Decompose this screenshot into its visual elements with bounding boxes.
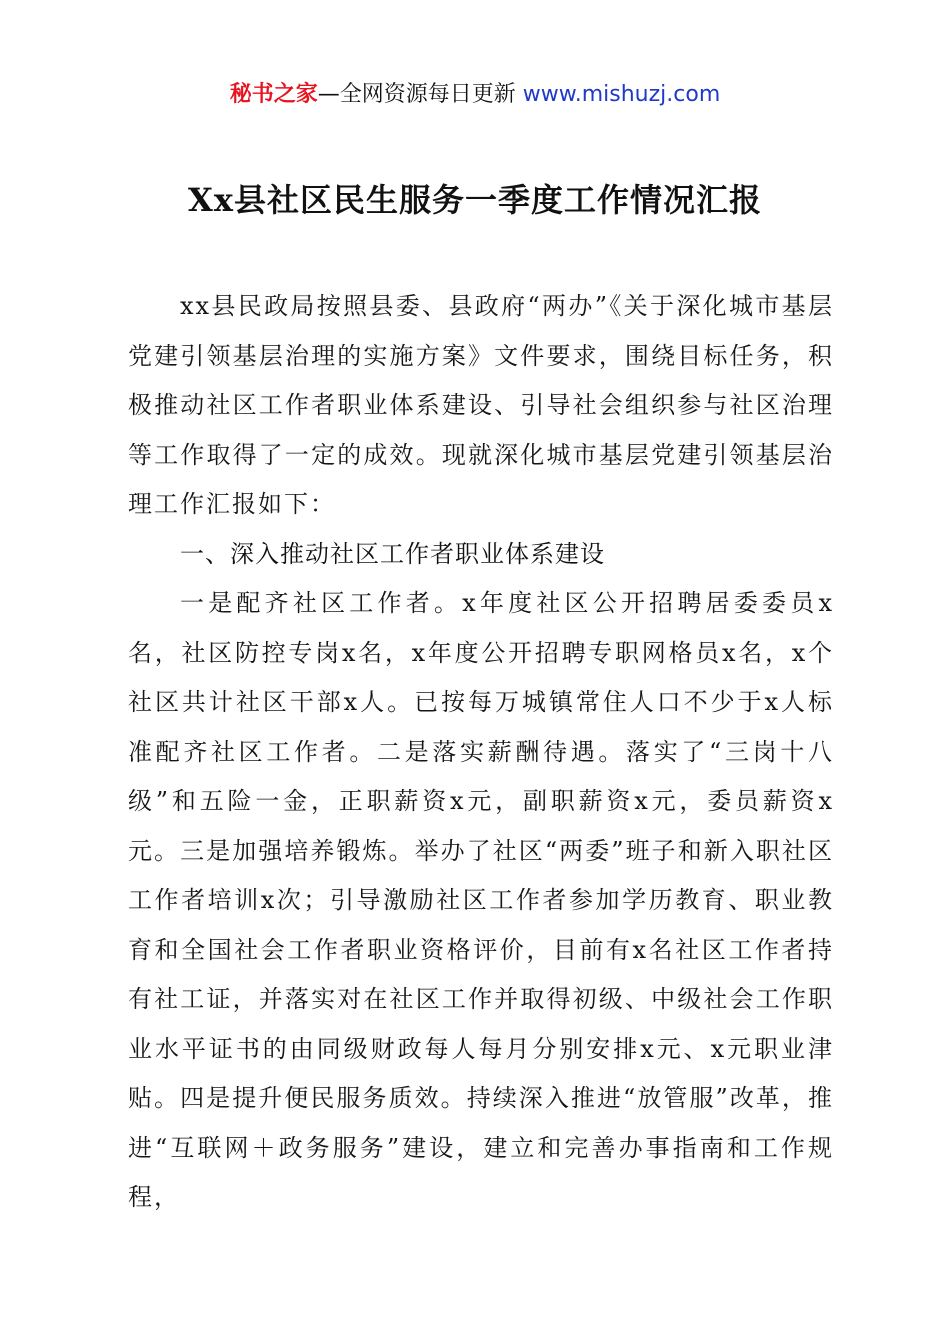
intro-paragraph: xx县民政局按照县委、县政府“两办”《关于深化城市基层党建引领基层治理的实施方案》文件要求，围绕目标任务，积极推动社区工作者职业体系建设、引导社会组织参与社区治理等工作取得了一定的成效。现就深化城市基层党建引领基层治理工作汇报如下： [128,292,834,518]
document-title: Xx县社区民生服务一季度工作情况汇报 [188,181,762,219]
site-url-link[interactable]: www.mishuzj.com [522,82,721,107]
watermark-header [0,78,950,112]
header-tagline: —全网资源每日更新 [317,82,516,107]
section-paragraph: 一是配齐社区工作者。x年度社区公开招聘居委委员x名，社区防控专岗x名，x年度公开招聘专职网格员x名，x个社区共计社区干部x人。已按每万城镇常住人口不少于x人标准配齐社区工作者。二是落实薪酬待遇。落实了“三岗十八级”和五险一金，正职薪资x元，副职薪资x元，委员薪资x元。三是加强培养锻炼。举办了社区“两委”班子和新入职社区工作者培训x次；引导激励社区工作者参加学历教育、职业教育和全国社会工作者职业资格评价，目前有x名社区工作者持有社工证，并落实对在社区工作并取得初级、中级社会工作职业水平证书的由同级财政每人每月分别安排x元、x元职业津贴。四是提升便民服务质效。持续深入推进“放管服”改革，推进“互联网＋政务服务”建设，建立和完善办事指南和工作规程， [128,589,834,1211]
document-body [128,282,834,1223]
brand-name: 秘书之家 [229,82,318,107]
section-heading: 一、深入推动社区工作者职业体系建设 [180,539,605,568]
